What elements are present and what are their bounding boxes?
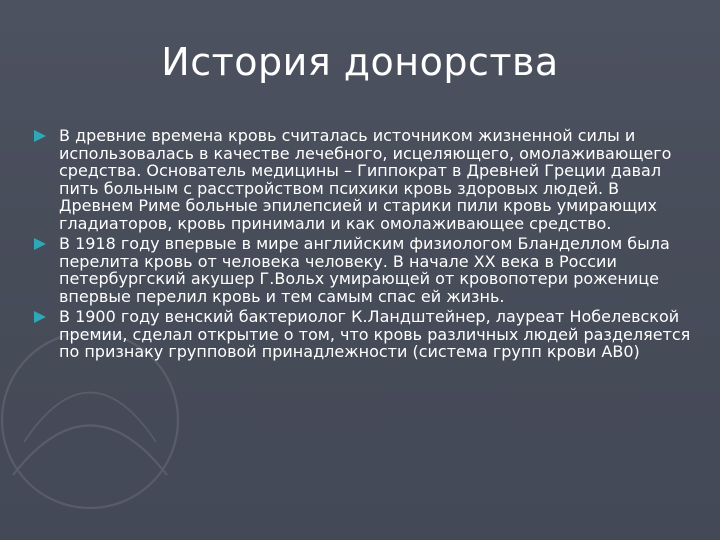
bullet-item (33, 127, 698, 232)
slide-title: История донорства (161, 40, 559, 84)
bullet-text: В древние времена кровь считалась источником жизненной силы и использовалась в качестве лечебного, исцеляющего, омолаживающего средства. Основатель медицины – Гиппократ в Древней Греции давал пить больным с расстройством психики кровь здоровых людей. В Древнем Риме больные эпилепсией и старики пили кровь умирающих гладиаторов, кровь принимали и как омолаживающее средство. (59, 126, 672, 233)
triangle-right-icon (33, 310, 47, 324)
bullet-item (33, 308, 698, 361)
bullet-text: В 1918 году впервые в мире английским физиологом Бланделлом была перелита кровь от человека человеку. В начале ХХ века в России петербургский акушер Г.Вольх умирающей от кровопотери роженице впервые перелил кровь и тем самым спас ей жизнь. (59, 234, 670, 306)
triangle-right-icon (33, 129, 47, 143)
bullet-text: В 1900 году венский бактериолог К.Ландштейнер, лауреат Нобелевской премии, сделал открытие о том, что кровь различных людей разделяется по признаку групповой принадлежности (система групп крови АВ0) (59, 307, 691, 361)
triangle-right-icon (33, 237, 47, 251)
bullet-item (33, 235, 698, 305)
bullet-list (33, 127, 698, 361)
